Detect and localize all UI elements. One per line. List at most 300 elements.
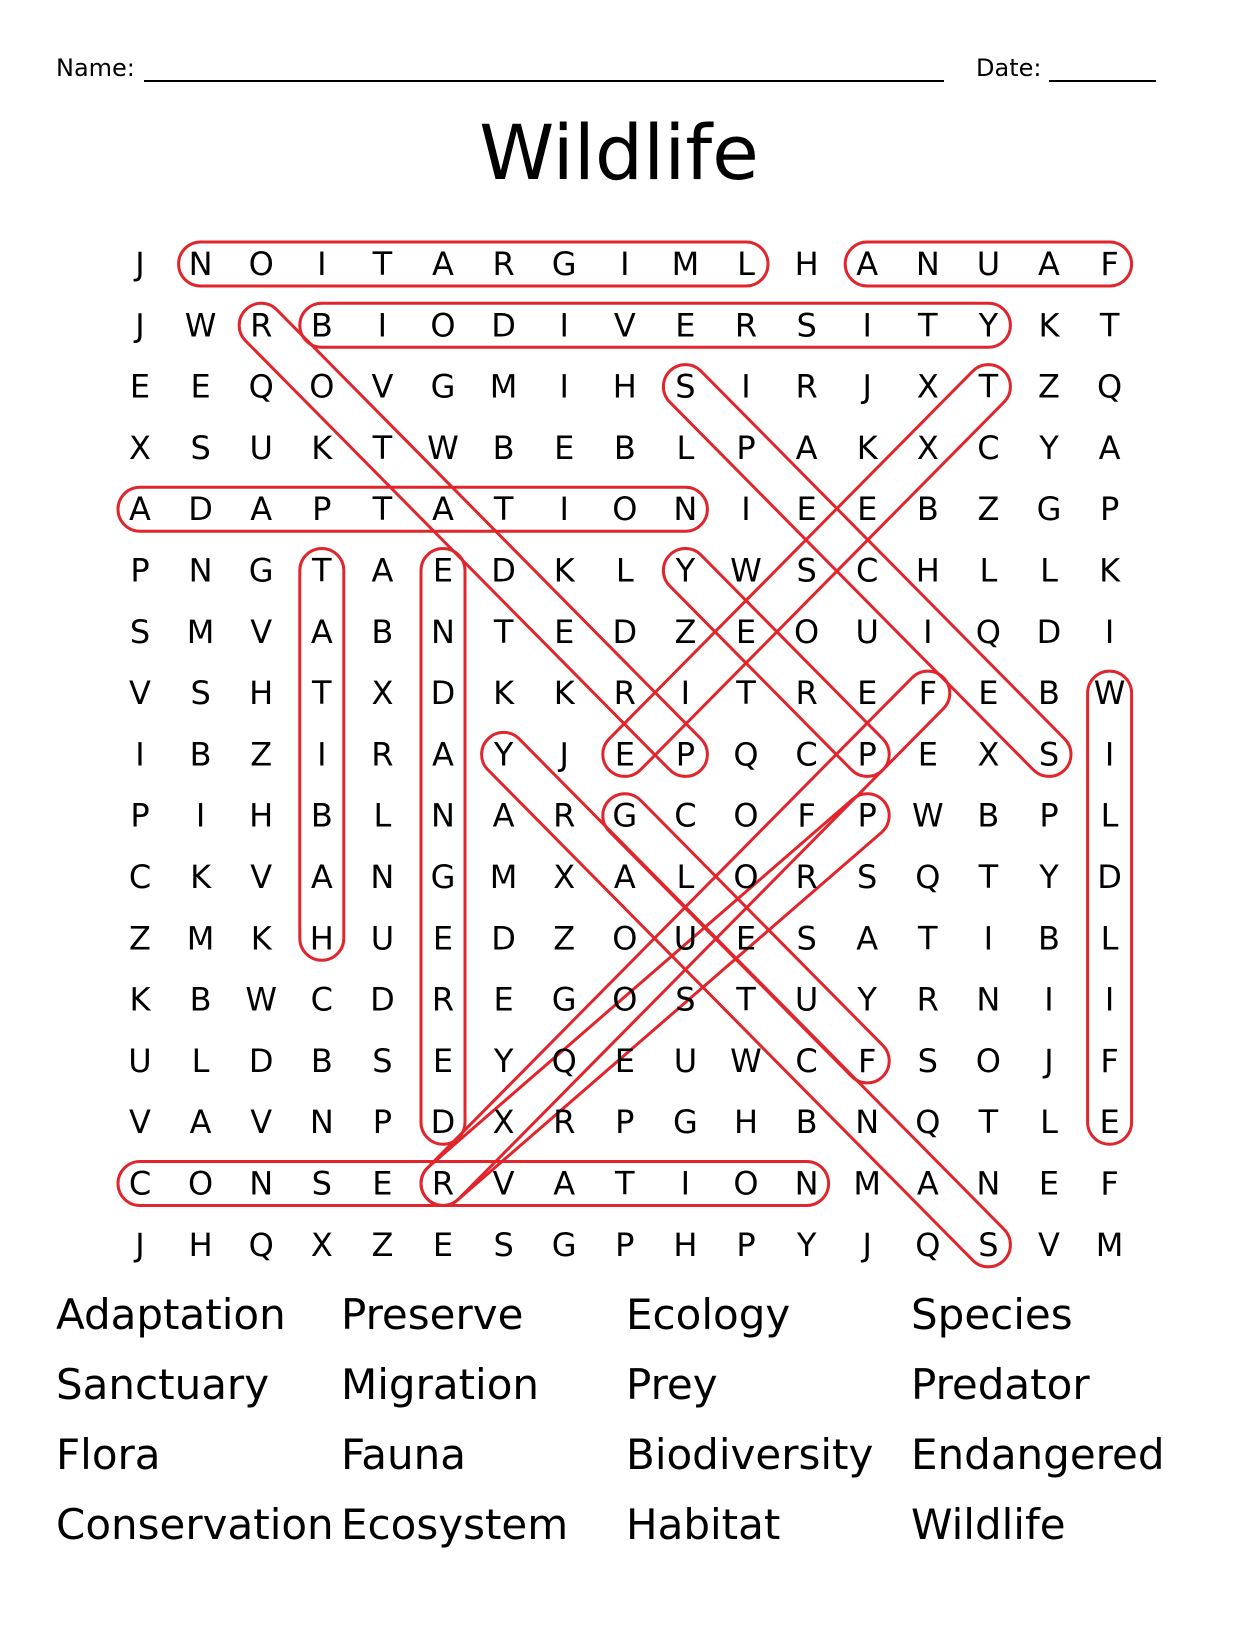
grid-letter[interactable]: J [135, 245, 145, 283]
grid-letter[interactable]: P [372, 1103, 393, 1142]
grid-letter[interactable]: L [737, 245, 755, 283]
grid-letter[interactable]: L [1040, 551, 1058, 590]
grid-letter[interactable]: S [796, 551, 817, 590]
grid-letter[interactable]: J [862, 1225, 872, 1264]
word-list-item: Sanctuary [56, 1360, 270, 1409]
grid-letter[interactable]: X [129, 428, 151, 467]
grid-letter[interactable]: O [733, 858, 759, 896]
grid-letter[interactable]: T [615, 1164, 635, 1203]
grid-letter[interactable]: G [248, 551, 274, 590]
grid-letter[interactable]: N [976, 980, 1001, 1019]
name-label: Name: [56, 54, 135, 82]
grid-letter[interactable]: K [129, 980, 151, 1019]
grid-letter[interactable]: T [493, 612, 514, 651]
grid-letter[interactable]: Y [857, 980, 877, 1019]
grid-letter[interactable]: J [135, 1225, 145, 1264]
grid-letter[interactable]: T [372, 428, 393, 467]
grid-letter[interactable]: B [189, 735, 212, 774]
grid-letter[interactable]: Q [915, 1225, 941, 1264]
grid-letter[interactable]: Q [975, 612, 1001, 651]
grid-letter[interactable]: A [432, 245, 454, 283]
date-label: Date: [976, 54, 1042, 82]
grid-letter[interactable]: C [856, 551, 879, 590]
grid-letter[interactable]: H [673, 1225, 698, 1264]
grid-letter[interactable]: B [613, 428, 636, 467]
grid-letter[interactable]: F [1100, 1041, 1119, 1080]
grid-letter[interactable]: S [917, 1041, 938, 1080]
grid-letter[interactable]: V [492, 1164, 515, 1203]
grid-letter[interactable]: Y [1039, 858, 1059, 896]
word-list-item: Predator [911, 1360, 1090, 1409]
grid-letter[interactable]: B [310, 1041, 333, 1080]
grid-letter[interactable]: P [736, 428, 756, 467]
grid-letter[interactable]: I [1104, 612, 1115, 651]
grid-letter[interactable]: K [311, 428, 333, 467]
grid-letter[interactable]: D [188, 490, 213, 529]
grid-letter[interactable]: C [977, 428, 1000, 467]
grid-letter[interactable]: X [916, 428, 939, 467]
grid-letter[interactable]: G [430, 858, 456, 896]
grid-letter[interactable]: K [553, 674, 575, 713]
grid-letter[interactable]: T [978, 858, 999, 896]
grid-letter[interactable]: A [432, 735, 454, 774]
grid-letter[interactable]: G [430, 367, 456, 406]
grid-letter[interactable]: O [733, 1164, 759, 1203]
grid-letter[interactable]: G [1036, 490, 1062, 529]
grid-letter[interactable]: T [978, 367, 999, 406]
grid-letter[interactable]: W [730, 551, 762, 590]
grid-letter[interactable]: Y [493, 1041, 514, 1080]
grid-letter[interactable]: T [736, 980, 756, 1019]
grid-letter[interactable]: E [857, 674, 878, 713]
grid-letter[interactable]: H [612, 367, 637, 406]
grid-letter[interactable]: Z [250, 735, 273, 774]
grid-letter[interactable]: O [612, 919, 638, 958]
grid-letter[interactable]: M [671, 245, 700, 283]
grid-letter[interactable]: P [857, 796, 877, 835]
grid-letter[interactable]: W [911, 796, 944, 835]
grid-letter[interactable]: V [613, 306, 636, 345]
grid-letter[interactable]: I [559, 367, 569, 406]
grid-letter[interactable]: R [371, 735, 394, 774]
grid-letter[interactable]: Z [553, 919, 576, 958]
grid-letter[interactable]: S [857, 858, 878, 896]
grid-letter[interactable]: G [551, 245, 577, 283]
grid-letter[interactable]: R [613, 674, 636, 713]
grid-letter[interactable]: D [248, 1041, 274, 1080]
grid-letter[interactable]: D [1036, 612, 1062, 651]
grid-letter[interactable]: C [128, 858, 152, 896]
grid-letter[interactable]: P [675, 735, 696, 774]
grid-letter[interactable]: O [248, 245, 274, 283]
grid-letter[interactable]: E [735, 919, 757, 958]
grid-letter[interactable]: I [620, 245, 630, 283]
grid-letter[interactable]: X [371, 674, 394, 713]
grid-letter[interactable]: L [676, 428, 695, 467]
grid-letter[interactable]: E [675, 306, 696, 345]
grid-letter[interactable]: T [312, 674, 332, 713]
grid-letter[interactable]: I [680, 1164, 691, 1203]
word-list [56, 1290, 1196, 1570]
grid-letter[interactable]: I [135, 735, 145, 774]
grid-letter[interactable]: V [250, 858, 273, 896]
grid-letter[interactable]: N [915, 245, 940, 283]
grid-letter[interactable]: T [493, 490, 514, 529]
grid-letter[interactable]: O [430, 306, 456, 345]
grid-letter[interactable]: E [917, 735, 938, 774]
grid-letter[interactable]: M [186, 919, 215, 958]
grid-letter[interactable]: A [310, 858, 333, 896]
grid-letter[interactable]: G [551, 980, 577, 1019]
grid-letter[interactable]: Q [248, 367, 274, 406]
grid-letter[interactable]: I [923, 612, 933, 651]
grid-letter[interactable]: P [857, 735, 877, 774]
grid-letter[interactable]: N [188, 245, 213, 283]
grid-letter[interactable]: D [491, 551, 516, 590]
grid-letter[interactable]: F [1100, 245, 1119, 283]
grid-letter[interactable]: I [983, 919, 994, 958]
grid-letter[interactable]: I [680, 674, 691, 713]
grid-letter[interactable]: X [310, 1225, 333, 1264]
grid-letter[interactable]: V [250, 1103, 273, 1142]
grid-letter[interactable]: L [615, 551, 634, 590]
grid-letter[interactable]: D [370, 980, 395, 1019]
grid-letter[interactable]: I [1104, 980, 1115, 1019]
grid-letter[interactable]: W [730, 1041, 762, 1080]
grid-letter[interactable]: N [794, 1164, 819, 1203]
grid-letter[interactable]: Y [978, 306, 999, 345]
grid-letter[interactable]: E [554, 428, 575, 467]
grid-letter[interactable]: C [128, 1164, 152, 1203]
grid-letter[interactable]: K [250, 919, 272, 958]
grid-letter[interactable]: P [615, 1103, 635, 1142]
grid-letter[interactable]: V [129, 1103, 151, 1142]
grid-letter[interactable]: K [190, 858, 212, 896]
grid-letter[interactable]: B [916, 490, 939, 529]
grid-letter[interactable]: N [431, 612, 455, 651]
grid-letter[interactable]: A [432, 490, 454, 529]
grid-letter[interactable]: H [733, 1103, 759, 1142]
grid-letter[interactable]: T [312, 551, 332, 590]
grid-letter[interactable]: T [978, 1103, 999, 1142]
grid-letter[interactable]: R [553, 1103, 576, 1142]
grid-letter[interactable]: A [492, 796, 515, 835]
grid-letter[interactable]: H [794, 245, 819, 283]
grid-letter[interactable]: L [1040, 1103, 1058, 1142]
grid-letter[interactable]: X [553, 858, 576, 896]
word-list-item: Wildlife [911, 1500, 1066, 1549]
grid-letter[interactable]: I [377, 306, 388, 345]
grid-letter[interactable]: G [673, 1103, 698, 1142]
grid-letter[interactable]: M [1095, 1225, 1124, 1264]
grid-letter[interactable]: H [309, 919, 334, 958]
grid-letter[interactable]: W [245, 980, 278, 1019]
grid-letter[interactable]: I [559, 306, 569, 345]
grid-letter[interactable]: U [249, 428, 273, 467]
grid-letter[interactable]: B [492, 428, 515, 467]
grid-letter[interactable]: J [135, 306, 145, 345]
grid-letter[interactable]: A [856, 245, 879, 283]
grid-letter[interactable]: B [795, 1103, 818, 1142]
grid-letter[interactable]: R [916, 980, 939, 1019]
grid-letter[interactable]: B [189, 980, 212, 1019]
grid-letter[interactable]: C [795, 1041, 818, 1080]
grid-letter[interactable]: V [1038, 1225, 1060, 1264]
grid-letter[interactable]: N [673, 490, 698, 529]
grid-letter[interactable]: Q [551, 1041, 577, 1080]
grid-letter[interactable]: L [979, 551, 998, 590]
grid-letter[interactable]: O [975, 1041, 1001, 1080]
grid-letter[interactable]: Y [675, 551, 696, 590]
grid-letter[interactable]: E [554, 612, 575, 651]
grid-letter[interactable]: B [310, 306, 333, 345]
grid-letter[interactable]: E [432, 1041, 454, 1080]
grid-letter[interactable]: B [977, 796, 1000, 835]
grid-letter[interactable]: Q [733, 735, 759, 774]
grid-letter[interactable]: C [674, 796, 697, 835]
grid-letter[interactable]: R [734, 306, 758, 345]
grid-letter[interactable]: S [372, 1041, 393, 1080]
grid-letter[interactable]: V [371, 367, 394, 406]
grid-letter[interactable]: A [129, 490, 151, 529]
grid-letter[interactable]: B [371, 612, 394, 651]
grid-letter[interactable]: I [1104, 735, 1115, 774]
grid-letter[interactable]: I [741, 490, 751, 529]
grid-letter[interactable]: N [855, 1103, 880, 1142]
grid-letter[interactable]: I [862, 306, 872, 345]
grid-letter[interactable]: A [189, 1103, 212, 1142]
grid-letter[interactable]: E [372, 1164, 393, 1203]
grid-letter[interactable]: O [612, 980, 638, 1019]
word-list-item: Adaptation [56, 1290, 286, 1339]
grid-letter[interactable]: O [188, 1164, 214, 1203]
found-loop-biodiversity [300, 303, 1011, 347]
grid-letter[interactable]: E [432, 1225, 454, 1264]
grid-letter[interactable]: S [190, 428, 211, 467]
grid-letter[interactable]: A [613, 858, 636, 896]
grid-letter[interactable]: M [489, 858, 518, 896]
grid-letter[interactable]: I [1044, 980, 1054, 1019]
grid-letter[interactable]: T [372, 245, 393, 283]
grid-letter[interactable]: E [796, 490, 817, 529]
grid-letter[interactable]: A [250, 490, 273, 529]
grid-letter[interactable]: E [432, 551, 454, 590]
grid-letter[interactable]: Q [915, 858, 941, 896]
grid-letter[interactable]: F [857, 1041, 877, 1080]
grid-letter[interactable]: D [1097, 858, 1122, 896]
grid-letter[interactable]: Z [1038, 367, 1060, 406]
grid-letter[interactable]: I [741, 367, 751, 406]
grid-letter[interactable]: A [553, 1164, 576, 1203]
grid-letter[interactable]: E [857, 490, 878, 529]
grid-letter[interactable]: E [1099, 1103, 1120, 1142]
grid-letter[interactable]: P [736, 1225, 756, 1264]
grid-letter[interactable]: K [1038, 306, 1060, 345]
grid-letter[interactable]: T [918, 919, 938, 958]
grid-letter[interactable]: J [559, 735, 569, 774]
grid-letter[interactable]: D [430, 1103, 456, 1142]
grid-letter[interactable]: T [918, 306, 938, 345]
grid-letter[interactable]: P [1099, 490, 1120, 529]
grid-letter[interactable]: K [1099, 551, 1121, 590]
grid-letter[interactable]: N [431, 796, 455, 835]
grid-letter[interactable]: X [916, 367, 939, 406]
grid-letter[interactable]: L [676, 858, 695, 896]
grid-letter[interactable]: P [130, 796, 150, 835]
grid-letter[interactable]: E [493, 980, 514, 1019]
grid-letter[interactable]: W [184, 306, 217, 345]
grid-letter[interactable]: L [373, 796, 392, 835]
grid-letter[interactable]: Y [493, 735, 514, 774]
grid-letter[interactable]: L [191, 1041, 210, 1080]
grid-letter[interactable]: D [491, 306, 516, 345]
grid-letter[interactable]: A [795, 428, 818, 467]
grid-letter[interactable]: F [797, 796, 816, 835]
grid-letter[interactable]: H [188, 1225, 213, 1264]
grid-letter[interactable]: E [432, 919, 454, 958]
grid-letter[interactable]: O [794, 612, 820, 651]
grid-letter[interactable]: E [190, 367, 211, 406]
grid-letter[interactable]: B [1038, 919, 1060, 958]
grid-letter[interactable]: G [612, 796, 638, 835]
grid-letter[interactable]: H [249, 796, 274, 835]
grid-letter[interactable]: L [1100, 796, 1119, 835]
grid-letter[interactable]: F [1100, 1164, 1119, 1203]
grid-letter[interactable]: A [371, 551, 394, 590]
grid-letter[interactable]: W [427, 428, 459, 467]
grid-letter[interactable]: Q [1097, 367, 1123, 406]
grid-letter[interactable]: M [489, 367, 518, 406]
grid-letter[interactable]: E [614, 1041, 635, 1080]
grid-letter[interactable]: U [794, 980, 819, 1019]
grid-letter[interactable]: R [795, 367, 818, 406]
grid-letter[interactable]: V [250, 612, 273, 651]
grid-letter[interactable]: T [736, 674, 756, 713]
grid-letter[interactable]: J [862, 367, 872, 406]
grid-letter[interactable]: T [372, 490, 393, 529]
grid-letter[interactable]: T [1099, 306, 1120, 345]
grid-letter[interactable]: U [673, 1041, 698, 1080]
grid-letter[interactable]: X [492, 1103, 515, 1142]
grid-letter[interactable]: Y [1039, 428, 1059, 467]
grid-letter[interactable]: A [1098, 428, 1121, 467]
grid-letter[interactable]: K [553, 551, 575, 590]
grid-letter[interactable]: I [559, 490, 569, 529]
grid-letter[interactable]: M [186, 612, 215, 651]
grid-letter[interactable]: R [431, 1164, 455, 1203]
grid-letter[interactable]: C [310, 980, 333, 1019]
grid-letter[interactable]: B [1038, 674, 1060, 713]
grid-letter[interactable]: O [309, 367, 335, 406]
grid-letter[interactable]: A [856, 919, 879, 958]
grid-letter[interactable]: E [978, 674, 999, 713]
word-list-item: Ecosystem [341, 1500, 569, 1549]
grid-letter[interactable]: W [1093, 674, 1126, 713]
grid-letter[interactable]: H [249, 674, 274, 713]
grid-letter[interactable]: B [310, 796, 333, 835]
grid-letter[interactable]: N [370, 858, 395, 896]
grid-letter[interactable]: Z [674, 612, 697, 651]
grid-letter[interactable]: O [733, 796, 759, 835]
grid-letter[interactable]: J [1044, 1041, 1054, 1080]
grid-letter[interactable]: R [795, 674, 818, 713]
grid-letter[interactable]: N [976, 1164, 1001, 1203]
grid-letter[interactable]: R [431, 980, 455, 1019]
grid-letter[interactable]: R [250, 306, 273, 345]
grid-letter[interactable]: D [491, 919, 516, 958]
grid-letter[interactable]: A [1038, 245, 1060, 283]
grid-letter[interactable]: E [129, 367, 151, 406]
grid-letter[interactable]: S [190, 674, 211, 713]
grid-letter[interactable]: N [309, 1103, 334, 1142]
grid-letter[interactable]: P [1039, 796, 1059, 835]
grid-letter[interactable]: E [614, 735, 635, 774]
grid-letter[interactable]: P [130, 551, 150, 590]
grid-letter[interactable]: S [796, 306, 817, 345]
grid-letter[interactable]: Z [129, 919, 151, 958]
grid-letter[interactable]: M [853, 1164, 882, 1203]
grid-letter[interactable]: F [918, 674, 938, 713]
grid-letter[interactable]: Z [371, 1225, 394, 1264]
grid-letter[interactable]: Z [977, 490, 1000, 529]
grid-letter[interactable]: E [735, 612, 757, 651]
grid-letter[interactable]: S [796, 919, 817, 958]
grid-letter[interactable]: D [430, 674, 456, 713]
grid-letter[interactable]: S [675, 980, 696, 1019]
grid-letter[interactable]: E [1038, 1164, 1060, 1203]
grid-letter[interactable]: Q [248, 1225, 274, 1264]
grid-letter[interactable]: R [492, 245, 515, 283]
grid-letter[interactable]: C [795, 735, 818, 774]
grid-letter[interactable]: G [551, 1225, 577, 1264]
grid-letter[interactable]: S [493, 1225, 514, 1264]
grid-letter[interactable]: Y [796, 1225, 817, 1264]
grid-letter[interactable]: S [675, 367, 696, 406]
word-list-item: Migration [341, 1360, 540, 1409]
word-list-item: Species [911, 1290, 1073, 1339]
grid-letter[interactable]: H [915, 551, 940, 590]
grid-letter[interactable]: R [553, 796, 576, 835]
grid-letter[interactable]: R [795, 858, 818, 896]
grid-letter[interactable]: Q [915, 1103, 941, 1142]
grid-letter[interactable]: O [612, 490, 638, 529]
grid-letter[interactable]: A [916, 1164, 939, 1203]
grid-letter[interactable]: U [370, 919, 395, 958]
grid-letter[interactable]: A [310, 612, 333, 651]
grid-letter[interactable]: S [129, 612, 151, 651]
grid-letter[interactable]: N [249, 1164, 274, 1203]
grid-letter[interactable]: D [612, 612, 638, 651]
grid-letter[interactable]: U [673, 919, 698, 958]
grid-letter[interactable]: I [317, 245, 327, 283]
grid-letter[interactable]: X [977, 735, 1000, 774]
grid-letter[interactable]: P [615, 1225, 635, 1264]
grid-letter[interactable]: I [317, 735, 327, 774]
grid-letter[interactable]: U [855, 612, 879, 651]
grid-letter[interactable]: I [195, 796, 206, 835]
grid-letter[interactable]: U [128, 1041, 152, 1080]
grid-letter[interactable]: U [976, 245, 1001, 283]
grid-letter[interactable]: K [856, 428, 878, 467]
grid-letter[interactable]: S [978, 1225, 999, 1264]
grid-letter[interactable]: L [1100, 919, 1119, 958]
grid-letter[interactable]: V [129, 674, 151, 713]
grid-letter[interactable]: S [311, 1164, 332, 1203]
grid-letter[interactable]: P [312, 490, 332, 529]
grid-letter[interactable]: S [1038, 735, 1060, 774]
grid-letter[interactable]: K [493, 674, 515, 713]
grid-letter[interactable]: N [188, 551, 213, 590]
